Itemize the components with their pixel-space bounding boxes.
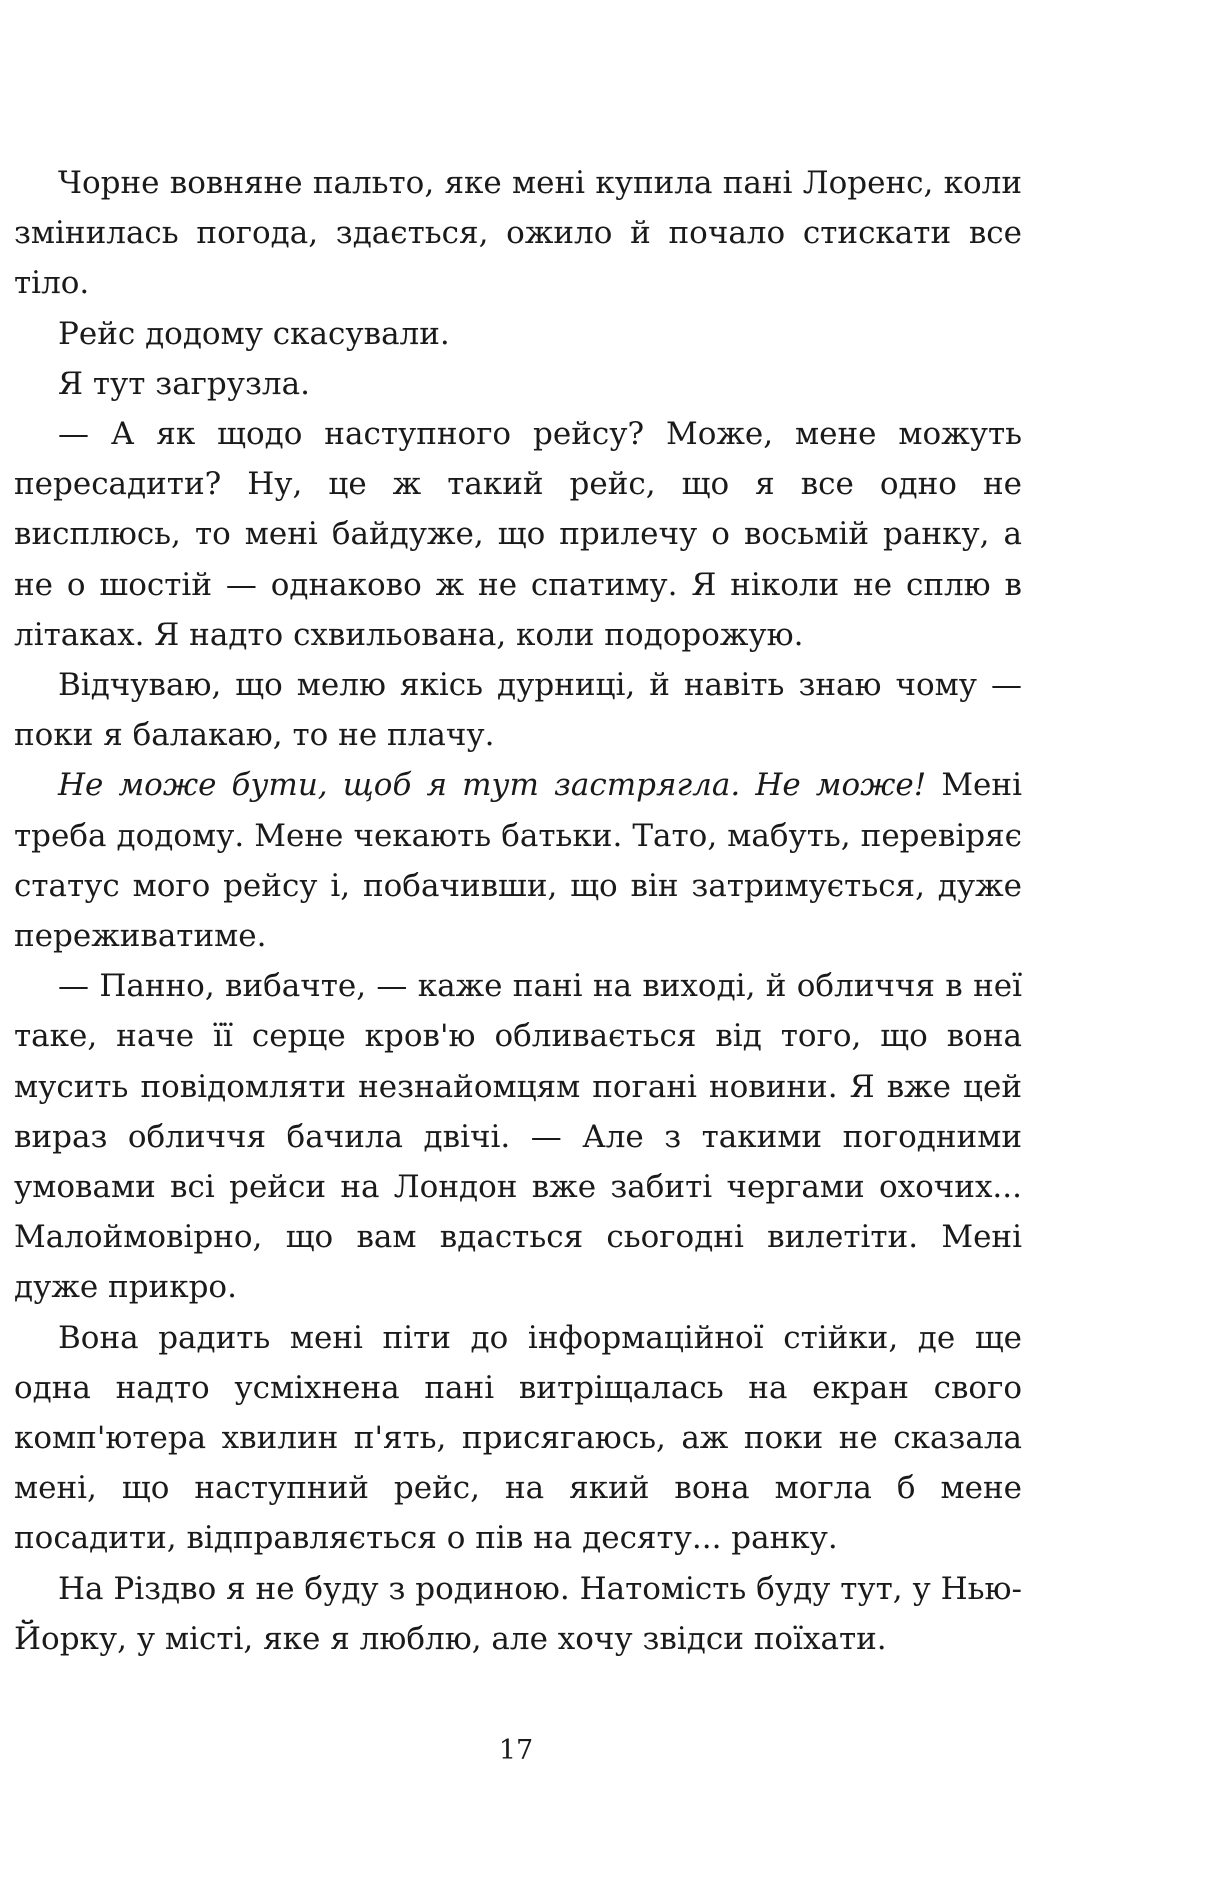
paragraph: На Різдво я не буду з родиною. Натомість буду тут, у Нью-Йорку, у місті, яке я люблю, але хочу звідси поїхати.	[14, 1570, 1022, 1657]
italic-thought: Не може бути, щоб я тут застрягла. Не може!	[58, 767, 927, 804]
paragraph: Я тут загрузла.	[58, 365, 310, 402]
paragraph: Рейс додому скасували.	[58, 315, 450, 352]
paragraph: Чорне вовняне пальто, яке мені купила пані Лоренс, коли змінилась погода, здається, ожило й почало стискати все тіло.	[14, 165, 1022, 302]
paragraph: Вона радить мені піти до інформаційної стійки, де ще одна надто усміхнена пані витріщалась на екран свого комп'ютера хвилин п'ять, присягаюсь, аж поки не сказала мені, що наступний рейс, на який вона могла б мене посадити, відправляється о пів на десяту... ранку.	[14, 1319, 1022, 1557]
body-text	[14, 158, 1022, 1664]
page-number: 17	[498, 1735, 534, 1766]
paragraph: — Панно, вибачте, — каже пані на виході, й обличчя в неї таке, наче її серце кров'ю обливається від того, що вона мусить повідомляти незнайомцям погані новини. Я вже цей вираз обличчя бачила двічі. — Але з такими погодними умовами всі рейси на Лондон вже забиті чергами охочих... Малоймовірно, що вам вдасться сьогодні вилетіти. Мені дуже прикро.	[14, 968, 1022, 1306]
paragraph: — А як щодо наступного рейсу? Може, мене можуть пересадити? Ну, це ж такий рейс, що я все одно не висплюсь, то мені байдуже, що прилечу о восьмій ранку, а не о шостій — однаково ж не спатиму. Я ніколи не сплю в літаках. Я надто схвильована, коли подорожую.	[14, 416, 1022, 653]
paragraph	[14, 760, 1022, 961]
paragraph-continuation: Мені треба додому. Мене чекають батьки. Тато, мабуть, перевіряє статус мого рейсу і, побачивши, що він затримується, дуже переживатиме.	[14, 767, 1022, 955]
paragraph: Відчуваю, що мелю якісь дурниці, й навіть знаю чому — поки я балакаю, то не плачу.	[14, 667, 1022, 754]
